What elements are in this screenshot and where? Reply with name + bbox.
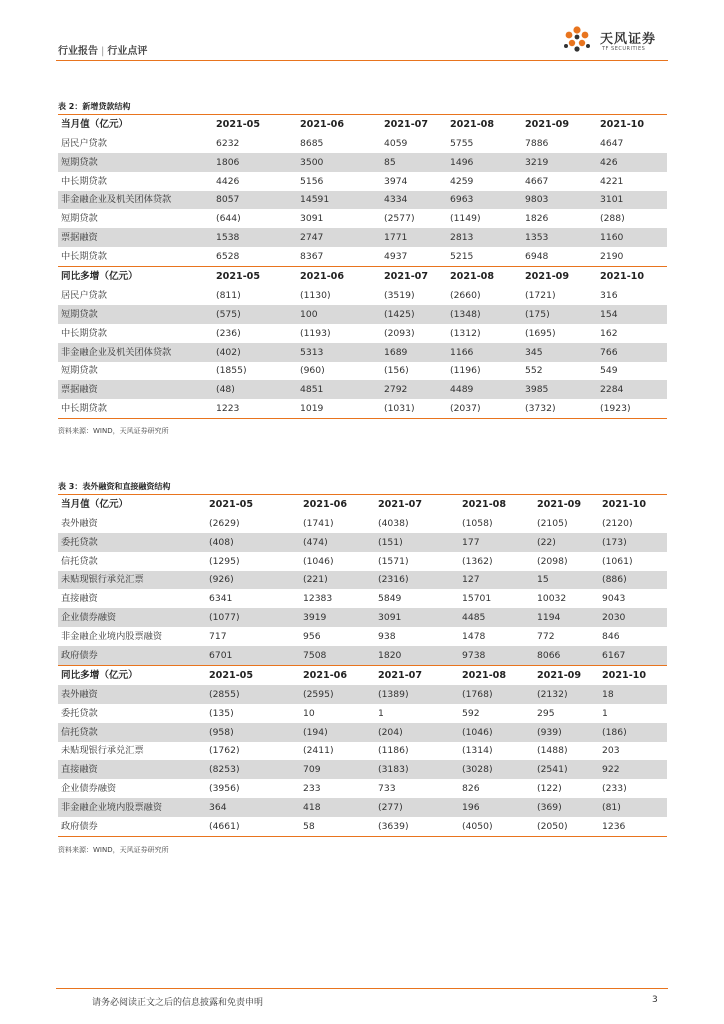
table3-source: 资料来源：WIND，天风证券研究所: [58, 846, 169, 854]
table-cell: (1046): [303, 555, 334, 567]
column-header: 2021-05: [213, 115, 297, 134]
table-cell: (1425): [381, 305, 447, 324]
table-cell: 4851: [297, 380, 381, 399]
table-cell: 7886: [525, 137, 549, 149]
table-row: [58, 362, 667, 381]
table-cell: 2792: [381, 380, 447, 399]
table-cell: 6528: [216, 251, 240, 263]
table-row: [58, 608, 667, 627]
table-cell: 10032: [537, 593, 567, 605]
table-cell: 552: [525, 365, 543, 377]
row-label: 表外融资: [61, 517, 98, 529]
row-label: 居民户贷款: [61, 137, 107, 149]
table-cell: (926): [206, 571, 300, 590]
table-cell: (2316): [375, 571, 459, 590]
table-cell: 3091: [375, 608, 459, 627]
table-cell: (48): [213, 380, 297, 399]
table-cell: 6701: [206, 646, 300, 665]
table-cell: (1389): [375, 685, 459, 704]
table-cell: (221): [300, 571, 375, 590]
table-cell: (1046): [459, 723, 534, 742]
table-cell: (3639): [375, 817, 459, 836]
table-cell: (811): [216, 289, 241, 301]
table-cell: (1295): [209, 555, 240, 567]
table-cell: (1923): [597, 399, 667, 418]
table-cell: (2595): [300, 685, 375, 704]
table-cell: (1061): [602, 555, 633, 567]
table-cell: 426: [597, 153, 667, 172]
table-row: [58, 324, 667, 343]
table-cell: 766: [597, 343, 667, 362]
table-cell: 58: [300, 817, 375, 836]
table-cell: 4334: [381, 191, 447, 210]
column-header: 2021-10: [597, 267, 667, 286]
table-cell: 8057: [213, 191, 297, 210]
table-cell: 1538: [213, 228, 297, 247]
table-cell: 12383: [303, 593, 333, 605]
table-cell: (1130): [300, 289, 331, 301]
header-separator: |: [101, 46, 105, 57]
table-cell: 772: [537, 631, 555, 643]
table-cell: 233: [303, 783, 321, 795]
table-cell: 8685: [300, 137, 324, 149]
table-header-row: [58, 267, 667, 286]
row-label: 政府债券: [58, 646, 206, 665]
table-cell: (1314): [462, 745, 493, 757]
table-cell: 717: [209, 631, 227, 643]
table-row: [58, 399, 667, 418]
table-row: [58, 723, 667, 742]
column-header: 2021-06: [297, 267, 381, 286]
column-header: 2021-10: [599, 666, 667, 685]
table-cell: 592: [462, 707, 480, 719]
table-cell: 1478: [462, 631, 486, 643]
table-row: [58, 817, 667, 836]
table-cell: (1695): [525, 327, 556, 339]
table-cell: 733: [378, 783, 396, 795]
table-row: [58, 685, 667, 704]
table-row: [58, 343, 667, 362]
row-label: 未贴现银行承兑汇票: [58, 571, 206, 590]
row-label: 信托贷款: [58, 723, 206, 742]
table-cell: 6341: [209, 593, 233, 605]
table-cell: (1768): [459, 685, 534, 704]
table-row: [58, 247, 667, 266]
table-cell: 3985: [522, 380, 597, 399]
table-cell: 4489: [447, 380, 522, 399]
column-header: 2021-07: [381, 115, 447, 134]
table-cell: (8253): [206, 760, 300, 779]
row-label: 政府债券: [58, 817, 206, 836]
table-cell: 826: [462, 783, 480, 795]
column-header: 2021-08: [459, 495, 534, 514]
row-label: 企业债券融资: [58, 608, 206, 627]
table-cell: 3101: [597, 191, 667, 210]
column-header: 2021-07: [381, 267, 447, 286]
table-cell: 364: [206, 798, 300, 817]
table-cell: (3519): [384, 289, 415, 301]
table-cell: (2541): [534, 760, 599, 779]
table-cell: 4059: [384, 137, 408, 149]
table-cell: (644): [216, 213, 241, 225]
row-label: 非金融企业及机关团体贷款: [58, 191, 213, 210]
table-cell: (1186): [378, 745, 409, 757]
row-label: 中长期贷款: [61, 251, 107, 263]
row-label: 居民户贷款: [61, 289, 107, 301]
column-header: 2021-09: [534, 666, 599, 685]
table-cell: 1806: [213, 153, 297, 172]
table-cell: 15: [534, 571, 599, 590]
table-cell: 3091: [300, 213, 324, 225]
table-cell: 8367: [300, 251, 324, 263]
column-header: 2021-07: [375, 666, 459, 685]
row-label: 短期贷款: [58, 153, 213, 172]
table-row: [58, 172, 667, 191]
table-cell: (1348): [447, 305, 522, 324]
table-cell: 956: [303, 631, 321, 643]
report-subtype: 行业点评: [107, 46, 148, 57]
table-cell: (886): [599, 571, 667, 590]
row-label: 中长期贷款: [61, 327, 107, 339]
table-cell: 177: [459, 533, 534, 552]
table-row: [58, 571, 667, 590]
table-cell: (2132): [534, 685, 599, 704]
table-cell: (1312): [450, 327, 481, 339]
table-row: [58, 209, 667, 228]
table-cell: 846: [602, 631, 620, 643]
footer-disclaimer: 请务必阅读正文之后的信息披露和免责申明: [92, 998, 264, 1008]
table-cell: 2190: [600, 251, 624, 263]
table-cell: (2037): [447, 399, 522, 418]
table-cell: (204): [375, 723, 459, 742]
table-cell: 316: [600, 289, 618, 301]
table-cell: (122): [537, 783, 562, 795]
table-cell: 85: [381, 153, 447, 172]
table-cell: 100: [297, 305, 381, 324]
table-cell: (194): [300, 723, 375, 742]
table-cell: (1362): [462, 555, 493, 567]
table3-title: 表 3：表外融资和直接融资结构: [58, 482, 171, 491]
row-label: 非金融企业境内股票融资: [61, 631, 163, 643]
column-header: 2021-05: [206, 495, 300, 514]
table-cell: 1: [602, 707, 608, 719]
footer-divider: [56, 988, 668, 989]
row-label: 票据融资: [58, 228, 213, 247]
table-cell: 922: [599, 760, 667, 779]
table-cell: 5215: [450, 251, 474, 263]
table-cell: (2105): [537, 517, 568, 529]
table-cell: 9803: [522, 191, 597, 210]
table-cell: (1741): [303, 517, 334, 529]
table-cell: 196: [459, 798, 534, 817]
table-cell: 5313: [297, 343, 381, 362]
table-cell: (1196): [450, 365, 481, 377]
row-label: 中长期贷款: [61, 175, 107, 187]
table-cell: (135): [209, 707, 234, 719]
table-cell: (474): [300, 533, 375, 552]
column-header: 2021-09: [522, 115, 597, 134]
table-cell: (3028): [459, 760, 534, 779]
table-cell: (4050): [459, 817, 534, 836]
table-cell: (2660): [450, 289, 481, 301]
table-cell: (1149): [450, 213, 481, 225]
table-cell: 1223: [213, 399, 297, 418]
table-cell: 4221: [600, 175, 624, 187]
row-label: 票据融资: [58, 380, 213, 399]
table-cell: (2629): [209, 517, 240, 529]
table-cell: (1031): [381, 399, 447, 418]
row-label: 非金融企业及机关团体贷款: [58, 343, 213, 362]
company-logo: [558, 22, 668, 58]
table-row: [58, 742, 667, 761]
table-header-row: [58, 115, 667, 134]
table-cell: 1496: [447, 153, 522, 172]
table-cell: 1820: [375, 646, 459, 665]
page-number: 3: [652, 995, 658, 1005]
column-header: 2021-06: [297, 115, 381, 134]
table-cell: 9043: [602, 593, 626, 605]
table-cell: 14591: [297, 191, 381, 210]
table-cell: 3500: [297, 153, 381, 172]
table-cell: 1194: [534, 608, 599, 627]
table-cell: (1762): [209, 745, 240, 757]
table-cell: (2855): [206, 685, 300, 704]
table-cell: (175): [522, 305, 597, 324]
table-cell: 1689: [381, 343, 447, 362]
table-cell: (1721): [525, 289, 556, 301]
table-row: [58, 153, 667, 172]
table-cell: 938: [378, 631, 396, 643]
table-cell: 2030: [599, 608, 667, 627]
table-cell: (4038): [378, 517, 409, 529]
loan-structure-table: [58, 114, 667, 419]
table-cell: (151): [375, 533, 459, 552]
report-type: 行业报告: [58, 46, 98, 57]
column-header: 2021-08: [447, 115, 522, 134]
table-cell: (2093): [384, 327, 415, 339]
table-cell: 1166: [447, 343, 522, 362]
table-cell: 4667: [525, 175, 549, 187]
table-cell: 4426: [216, 175, 240, 187]
table-cell: 1160: [597, 228, 667, 247]
table-cell: 162: [600, 327, 618, 339]
column-header: 2021-10: [599, 495, 667, 514]
column-header: 2021-07: [375, 495, 459, 514]
section-label: 当月值（亿元）: [58, 115, 213, 134]
table-cell: (236): [216, 327, 241, 339]
table-row: [58, 380, 667, 399]
table-cell: (369): [534, 798, 599, 817]
table-row: [58, 514, 667, 533]
table-cell: 2284: [597, 380, 667, 399]
column-header: 2021-06: [300, 666, 375, 685]
row-label: 直接融资: [58, 760, 206, 779]
table-cell: 4259: [450, 175, 474, 187]
table-cell: (3956): [209, 783, 240, 795]
table-cell: 1826: [525, 213, 549, 225]
row-label: 信托贷款: [61, 555, 98, 567]
row-label: 企业债券融资: [61, 783, 117, 795]
table-row: [58, 191, 667, 210]
table-cell: 8066: [534, 646, 599, 665]
page-header: [56, 32, 668, 61]
table-cell: 5755: [450, 137, 474, 149]
table-row: [58, 305, 667, 324]
table-cell: 3919: [300, 608, 375, 627]
table-cell: (1077): [206, 608, 300, 627]
row-label: 表外融资: [58, 685, 206, 704]
table-row: [58, 134, 667, 153]
table-cell: 2813: [447, 228, 522, 247]
table-cell: (1488): [537, 745, 568, 757]
table-row: [58, 704, 667, 723]
table-cell: 4937: [384, 251, 408, 263]
table-row: [58, 627, 667, 646]
column-header: 2021-08: [447, 267, 522, 286]
table-cell: (81): [599, 798, 667, 817]
table-row: [58, 646, 667, 665]
table-cell: 6948: [525, 251, 549, 263]
table-cell: 1771: [381, 228, 447, 247]
row-label: 短期贷款: [61, 365, 98, 377]
table-row: [58, 228, 667, 247]
row-label: 短期贷款: [58, 305, 213, 324]
row-label: 委托贷款: [58, 533, 206, 552]
table-cell: (173): [599, 533, 667, 552]
logo-text-en: TF SECURITIES: [602, 46, 646, 52]
table-cell: (1058): [462, 517, 493, 529]
table-cell: 3974: [384, 175, 408, 187]
table-cell: (288): [600, 213, 625, 225]
table-cell: (1571): [378, 555, 409, 567]
table-cell: (186): [599, 723, 667, 742]
table-cell: 1236: [599, 817, 667, 836]
table-cell: (960): [300, 365, 325, 377]
table-row: [58, 533, 667, 552]
table-cell: (277): [375, 798, 459, 817]
logo-text-cn: 天风证券: [600, 32, 657, 47]
table-cell: 1353: [522, 228, 597, 247]
table-cell: 6963: [447, 191, 522, 210]
table-cell: (2577): [384, 213, 415, 225]
table-row: [58, 760, 667, 779]
section-label: 同比多增（亿元）: [58, 267, 213, 286]
row-label: 短期贷款: [61, 213, 98, 225]
table-cell: 295: [537, 707, 555, 719]
table-cell: 9738: [459, 646, 534, 665]
row-label: 委托贷款: [61, 707, 98, 719]
table-row: [58, 286, 667, 305]
logo-flower-icon: [558, 22, 598, 58]
table-cell: (1193): [300, 327, 331, 339]
column-header: 2021-08: [459, 666, 534, 685]
row-label: 非金融企业境内股票融资: [58, 798, 206, 817]
table-cell: (2050): [534, 817, 599, 836]
report-category: [58, 42, 147, 57]
table-header-row: [58, 666, 667, 685]
table-cell: 3219: [522, 153, 597, 172]
column-header: 2021-10: [597, 115, 667, 134]
table-cell: (402): [213, 343, 297, 362]
table-cell: 154: [597, 305, 667, 324]
table-cell: (1855): [216, 365, 247, 377]
table-cell: 4647: [600, 137, 624, 149]
table-cell: 345: [522, 343, 597, 362]
table-cell: (3732): [522, 399, 597, 418]
row-label: 中长期贷款: [58, 399, 213, 418]
table-cell: 1: [378, 707, 384, 719]
table-cell: (2411): [303, 745, 334, 757]
column-header: 2021-05: [213, 267, 297, 286]
table-cell: (156): [384, 365, 409, 377]
table-cell: 1019: [297, 399, 381, 418]
column-header: 2021-06: [300, 495, 375, 514]
table-header-row: [58, 495, 667, 514]
table2-source: 资料来源：WIND，天风证券研究所: [58, 427, 169, 435]
table-cell: 2747: [297, 228, 381, 247]
table-cell: (408): [206, 533, 300, 552]
table-cell: 7508: [300, 646, 375, 665]
table-row: [58, 589, 667, 608]
row-label: 直接融资: [61, 593, 98, 605]
table-cell: (3183): [375, 760, 459, 779]
table2-title: 表 2：新增贷款结构: [58, 102, 131, 111]
table-cell: 127: [459, 571, 534, 590]
table-cell: 418: [300, 798, 375, 817]
section-label: 当月值（亿元）: [58, 495, 206, 514]
table-cell: 5849: [378, 593, 402, 605]
table-cell: (958): [206, 723, 300, 742]
table-cell: 6232: [216, 137, 240, 149]
table-row: [58, 798, 667, 817]
table-cell: (22): [534, 533, 599, 552]
table-cell: 5156: [300, 175, 324, 187]
table-cell: 10: [303, 707, 315, 719]
table-cell: 6167: [599, 646, 667, 665]
table-cell: 18: [599, 685, 667, 704]
table-row: [58, 552, 667, 571]
row-label: 未贴现银行承兑汇票: [61, 745, 144, 757]
table-cell: 549: [600, 365, 618, 377]
table-cell: 4485: [459, 608, 534, 627]
table-cell: (2120): [602, 517, 633, 529]
section-label: 同比多增（亿元）: [58, 666, 206, 685]
table-cell: (2098): [537, 555, 568, 567]
table-cell: 203: [602, 745, 620, 757]
table-cell: 15701: [462, 593, 492, 605]
offbalance-financing-table: [58, 494, 667, 837]
column-header: 2021-09: [522, 267, 597, 286]
column-header: 2021-09: [534, 495, 599, 514]
table-cell: (939): [534, 723, 599, 742]
table-cell: (233): [602, 783, 627, 795]
table-row: [58, 779, 667, 798]
table-cell: (4661): [206, 817, 300, 836]
table-cell: (575): [213, 305, 297, 324]
column-header: 2021-05: [206, 666, 300, 685]
table-cell: 709: [300, 760, 375, 779]
